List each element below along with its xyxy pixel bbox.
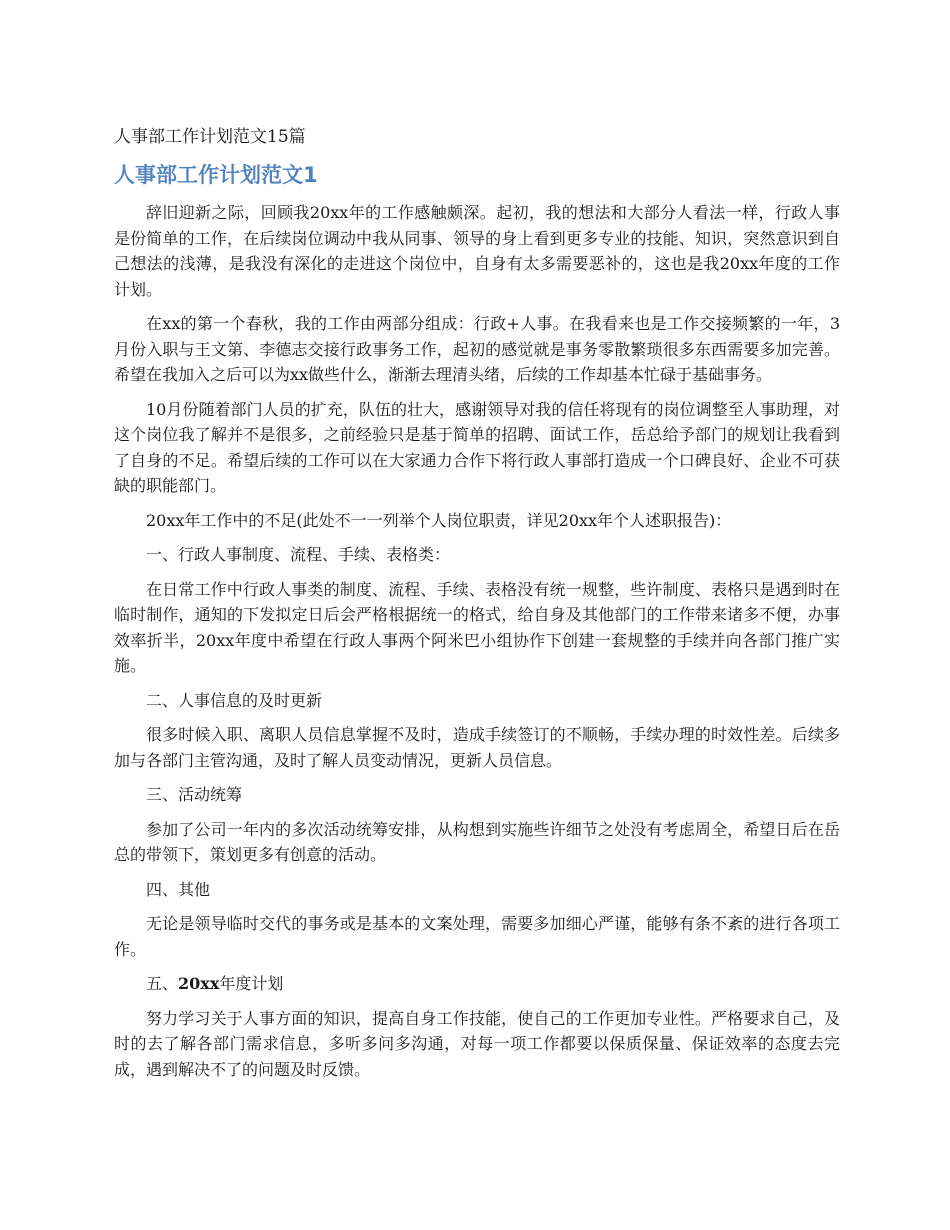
subheading-3: 三、活动统筹 xyxy=(146,785,243,804)
paragraph-7: 很多时候入职、离职人员信息掌握不及时，造成手续签订的不顺畅，手续办理的时效性差。后续多加与各部门主管沟通，及时了解人员变动情况，更新人员信息。 xyxy=(114,725,840,770)
paragraph-3: 10月份随着部门人员的扩充，队伍的壮大，感谢领导对我的信任将现有的岗位调整至人事助理，对这个岗位我了解并不是很多，之前经验只是基于简单的招聘、面试工作，岳总给予部门的规划让我看到了自身的不足。希望后续的工作可以在大家通力合作下将行政人事部打造成一个口碑良好、企业不可获缺的职能部门。 xyxy=(114,399,840,495)
subheading-2: 二、人事信息的及时更新 xyxy=(146,690,323,710)
paragraph-1: 辞旧迎新之际，回顾我20xx年的工作感触颇深。起初，我的想法和大部分人看法一样，行政人事是份简单的工作，在后续岗位调动中我从同事、领导的身上看到更多专业的技能、知识，突然意识到自己想法的浅薄，是我没有深化的走进这个岗位中，自身有太多需要恶补的，这也是我20xx年度的工作计划。 xyxy=(114,203,840,299)
paragraph-5: 在日常工作中行政人事类的制度、流程、手续、表格没有统一规整，些许制度、表格只是遇到时在临时制作，通知的下发拟定日后会严格根据统一的格式，给自身及其他部门的工作带来诸多不便，办事效率折半，20xx年度中希望在行政人事两个阿米巴小组协作下创建一套规整的手续并向各部门推广实施。 xyxy=(114,579,840,675)
subheading-5 xyxy=(114,971,840,997)
subheading-1: 一、行政人事制度、流程、手续、表格类： xyxy=(146,545,451,564)
subheading-4: 四、其他 xyxy=(146,879,211,899)
document-page xyxy=(114,124,840,1091)
plan-heading-suffix: 年度计划 xyxy=(219,974,284,993)
plan-heading-year: 20xx xyxy=(178,974,220,993)
paragraph-2: 在xx的第一个春秋，我的工作由两部分组成：行政+人事。在我看来也是工作交接频繁的一年，3月份入职与王文第、李德志交接行政事务工作，起初的感觉就是事务零散繁琐很多东西需要多加完善。希望在我加入之后可以为xx做些什么，渐渐去理清头绪，后续的工作却基本忙碌于基础事务。 xyxy=(114,314,840,384)
document-title: 人事部工作计划范文15篇 xyxy=(114,127,306,147)
plan-heading-prefix: 五、 xyxy=(146,974,179,993)
section-heading: 人事部工作计划范文1 xyxy=(114,163,318,187)
paragraph-shortcomings-intro: 20xx年工作中的不足(此处不一一列举个人岗位职责，详见20xx年个人述职报告)： xyxy=(146,510,732,530)
paragraph-11: 无论是领导临时交代的事务或是基本的文案处理，需要多加细心严谨，能够有条不紊的进行各项工作。 xyxy=(114,914,840,959)
final-paragraph: 努力学习关于人事方面的知识，提高自身工作技能，使自己的工作更加专业性。严格要求自己，及时的去了解各部门需求信息，多听多问多沟通，对每一项工作都要以保质保量、保证效率的态度去完成，遇到解决不了的问题及时反馈。 xyxy=(114,1008,840,1079)
paragraph-9: 参加了公司一年内的多次活动统筹安排，从构想到实施些许细节之处没有考虑周全，希望日后在岳总的带领下，策划更多有创意的活动。 xyxy=(114,819,840,864)
